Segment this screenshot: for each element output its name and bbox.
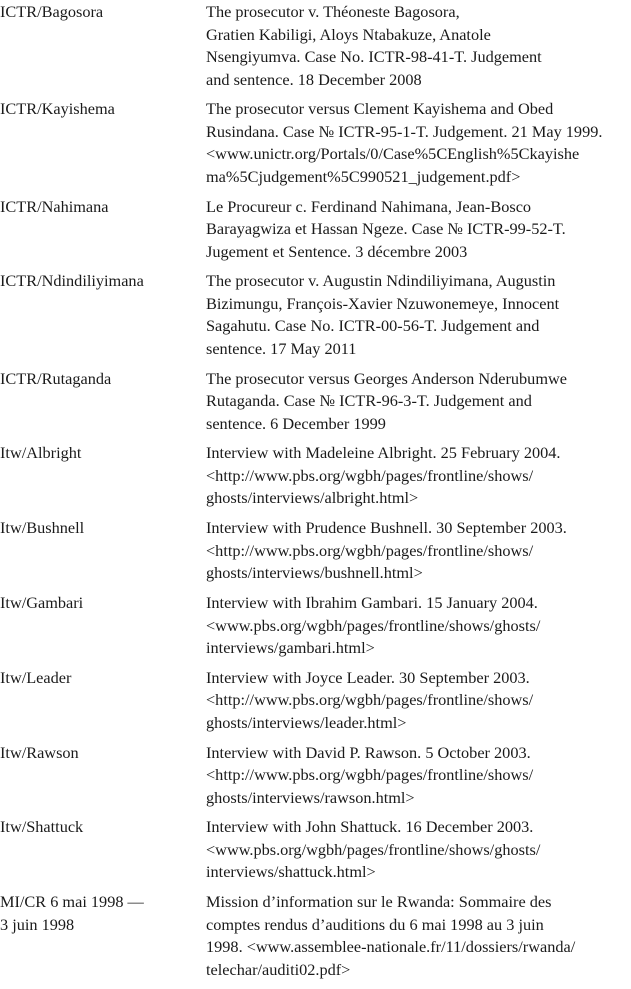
list-item [0,98,631,188]
list-item [0,196,631,264]
reference-line: and sentence. 18 December 2008 [206,69,422,89]
abbreviations-list [0,1,631,989]
reference-text [206,517,631,585]
abbreviation-key [0,368,206,436]
reference-line: Nsengiyumva. Case No. ICTR-98-41-T. Judgement [206,47,542,66]
reference-text [206,1,631,91]
reference-text [206,196,631,264]
reference-line: telechar/auditi02.pdf> [206,959,351,979]
reference-line: Interview with Joyce Leader. 30 September 2003. [206,667,530,687]
key-line: ICTR/Rutaganda [0,368,112,388]
key-line: ICTR/Nahimana [0,196,109,216]
abbreviation-key [0,442,206,510]
reference-line: Le Procureur c. Ferdinand Nahimana, Jean-Bosco [206,196,532,216]
reference-line: <http://www.pbs.org/wgbh/pages/frontline/shows/ [206,690,534,710]
reference-line: <http://www.pbs.org/wgbh/pages/frontline/shows/ [206,765,534,785]
reference-line: Jugement et Sentence. 3 décembre 2003 [206,241,468,261]
reference-text [206,592,631,660]
reference-line: The prosecutor v. Augustin Ndindiliyimana, Augustin [206,271,556,291]
reference-text [206,368,631,436]
list-item [0,592,631,660]
reference-line: <http://www.pbs.org/wgbh/pages/frontline/shows/ [206,540,534,560]
list-item [0,368,631,436]
reference-line: sentence. 6 December 1999 [206,413,386,433]
reference-line: Mission d’information sur le Rwanda: Sommaire des [206,892,552,912]
key-line: Itw/Albright [0,443,82,463]
abbreviation-key [0,816,206,884]
list-item [0,667,631,735]
reference-line: The prosecutor versus Georges Anderson Nderubumwe [206,368,567,388]
key-line: ICTR/Ndindiliyimana [0,271,144,291]
abbreviation-key [0,517,206,585]
reference-line: ghosts/interviews/leader.html> [206,712,407,732]
reference-line: ghosts/interviews/rawson.html> [206,787,415,807]
reference-line: <http://www.pbs.org/wgbh/pages/frontline/shows/ [206,465,534,485]
list-item [0,816,631,884]
reference-line: Interview with John Shattuck. 16 December 2003. [206,817,534,837]
reference-line: The prosecutor versus Clement Kayishema and Obed [206,99,554,119]
abbreviation-key [0,98,206,188]
reference-text [206,270,631,360]
reference-text [206,442,631,510]
reference-line: <www.pbs.org/wgbh/pages/frontline/shows/ghosts/ [206,839,541,859]
abbreviation-key [0,891,206,981]
key-line: ICTR/Bagosora [0,2,104,21]
key-line: Itw/Shattuck [0,817,84,837]
abbreviation-key [0,1,206,91]
abbreviation-key [0,742,206,810]
reference-line: Rusindana. Case № ICTR-95-1-T. Judgement. 21 May 1999. [206,121,603,141]
reference-text [206,742,631,810]
reference-line: Interview with Ibrahim Gambari. 15 January 2004. [206,593,538,613]
reference-line: 1998. <www.assemblee-nationale.fr/11/dossiers/rwanda/ [206,937,576,957]
list-item [0,270,631,360]
key-line: 3 juin 1998 [0,914,75,934]
reference-line: Rutaganda. Case № ICTR-96-3-T. Judgement and [206,391,532,411]
key-line: Itw/Gambari [0,593,84,613]
reference-line: ma%5Cjudgement%5C990521_judgement.pdf> [206,166,521,186]
key-line: ICTR/Kayishema [0,99,115,119]
abbreviation-key [0,667,206,735]
key-line: Itw/Bushnell [0,518,85,538]
reference-line: ghosts/interviews/bushnell.html> [206,563,423,583]
key-line: Itw/Rawson [0,742,79,762]
reference-line: interviews/gambari.html> [206,638,375,658]
reference-line: Bizimungu, François-Xavier Nzuwonemeye, Innocent [206,293,560,313]
reference-line: Interview with Prudence Bushnell. 30 September 2003. [206,518,567,538]
list-item [0,891,631,981]
list-item [0,742,631,810]
key-line: MI/CR 6 mai 1998 — [0,892,144,912]
abbreviation-key [0,592,206,660]
reference-line: ghosts/interviews/albright.html> [206,488,419,508]
reference-text [206,891,631,981]
reference-text [206,667,631,735]
reference-line: Gratien Kabiligi, Aloys Ntabakuze, Anatole [206,24,491,44]
list-item [0,517,631,585]
reference-line: <www.pbs.org/wgbh/pages/frontline/shows/ghosts/ [206,615,541,635]
reference-line: Interview with Madeleine Albright. 25 February 2004. [206,443,561,463]
reference-line: <www.unictr.org/Portals/0/Case%5CEnglish%5Ckayishe [206,144,580,164]
reference-line: Sagahutu. Case No. ICTR-00-56-T. Judgement and [206,316,540,336]
abbreviation-key [0,196,206,264]
reference-line: sentence. 17 May 2011 [206,338,357,358]
reference-line: interviews/shattuck.html> [206,862,376,882]
reference-line: Barayagwiza et Hassan Ngeze. Case № ICTR-99-52-T. [206,219,566,239]
abbreviation-key [0,270,206,360]
reference-line: The prosecutor v. Théoneste Bagosora, [206,2,460,21]
reference-text [206,816,631,884]
list-item [0,1,631,91]
reference-line: Interview with David P. Rawson. 5 October 2003. [206,742,531,762]
list-item [0,442,631,510]
reference-text [206,98,631,188]
reference-line: comptes rendus d’auditions du 6 mai 1998 au 3 juin [206,914,544,934]
key-line: Itw/Leader [0,667,72,687]
